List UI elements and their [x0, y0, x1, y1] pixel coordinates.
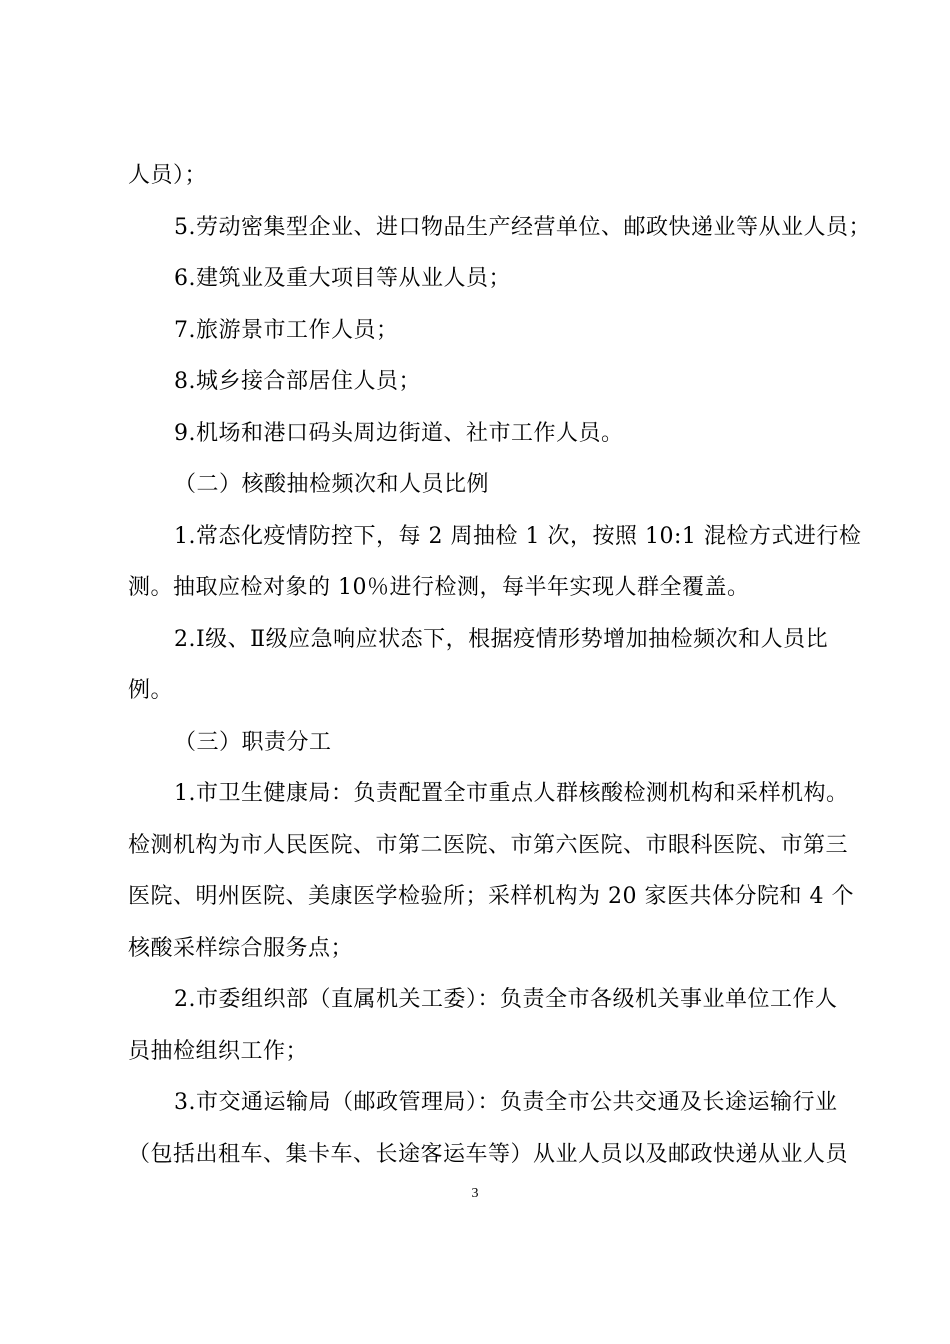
text-line: 3.市交通运输局（邮政管理局）：负责全市公共交通及长途运输行业 [174, 1090, 838, 1115]
text-line: 6.建筑业及重大项目等从业人员； [174, 266, 511, 291]
text-line: 1.市卫生健康局：负责配置全市重点人群核酸检测机构和采样机构。 [174, 781, 849, 806]
section-heading: （二）核酸抽检频次和人员比例 [174, 472, 490, 497]
text-line: 测。抽取应检对象的 10％进行检测，每半年实现人群全覆盖。 [128, 575, 750, 600]
text-line: 2.市委组织部（直属机关工委）：负责全市各级机关事业单位工作人 [174, 987, 838, 1012]
section-heading: （三）职责分工 [174, 729, 332, 755]
text-line: 检测机构为市人民医院、市第二医院、市第六医院、市眼科医院、市第三 [128, 832, 849, 858]
text-line: 5.劳动密集型企业、进口物品生产经营单位、邮政快递业等从业人员； [174, 214, 871, 240]
text-line: 2.Ⅰ级、Ⅱ级应急响应状态下，根据疫情形势增加抽检频次和人员比 [174, 626, 829, 652]
page-number: 3 [471, 1186, 479, 1201]
text-line: 例。 [128, 678, 174, 703]
text-line: 1.常态化疫情防控下，每 2 周抽检 1 次，按照 10:1 混检方式进行检 [174, 523, 862, 549]
text-line: 医院、明州医院、美康医学检验所；采样机构为 20 家医共体分院和 4 个 [128, 884, 854, 909]
text-line: 人员）； [128, 163, 208, 188]
document-body [128, 150, 871, 1180]
text-line: 8.城乡接合部居住人员； [174, 369, 421, 394]
text-line: 9.机场和港口码头周边街道、社市工作人员。 [174, 420, 624, 446]
text-line: 核酸采样综合服务点； [128, 935, 354, 961]
text-line: （包括出租车、集卡车、长途客运车等）从业人员以及邮政快递从业人员 [128, 1141, 849, 1167]
text-line: 员抽检组织工作； [128, 1038, 309, 1064]
text-line: 7.旅游景市工作人员； [174, 317, 399, 343]
